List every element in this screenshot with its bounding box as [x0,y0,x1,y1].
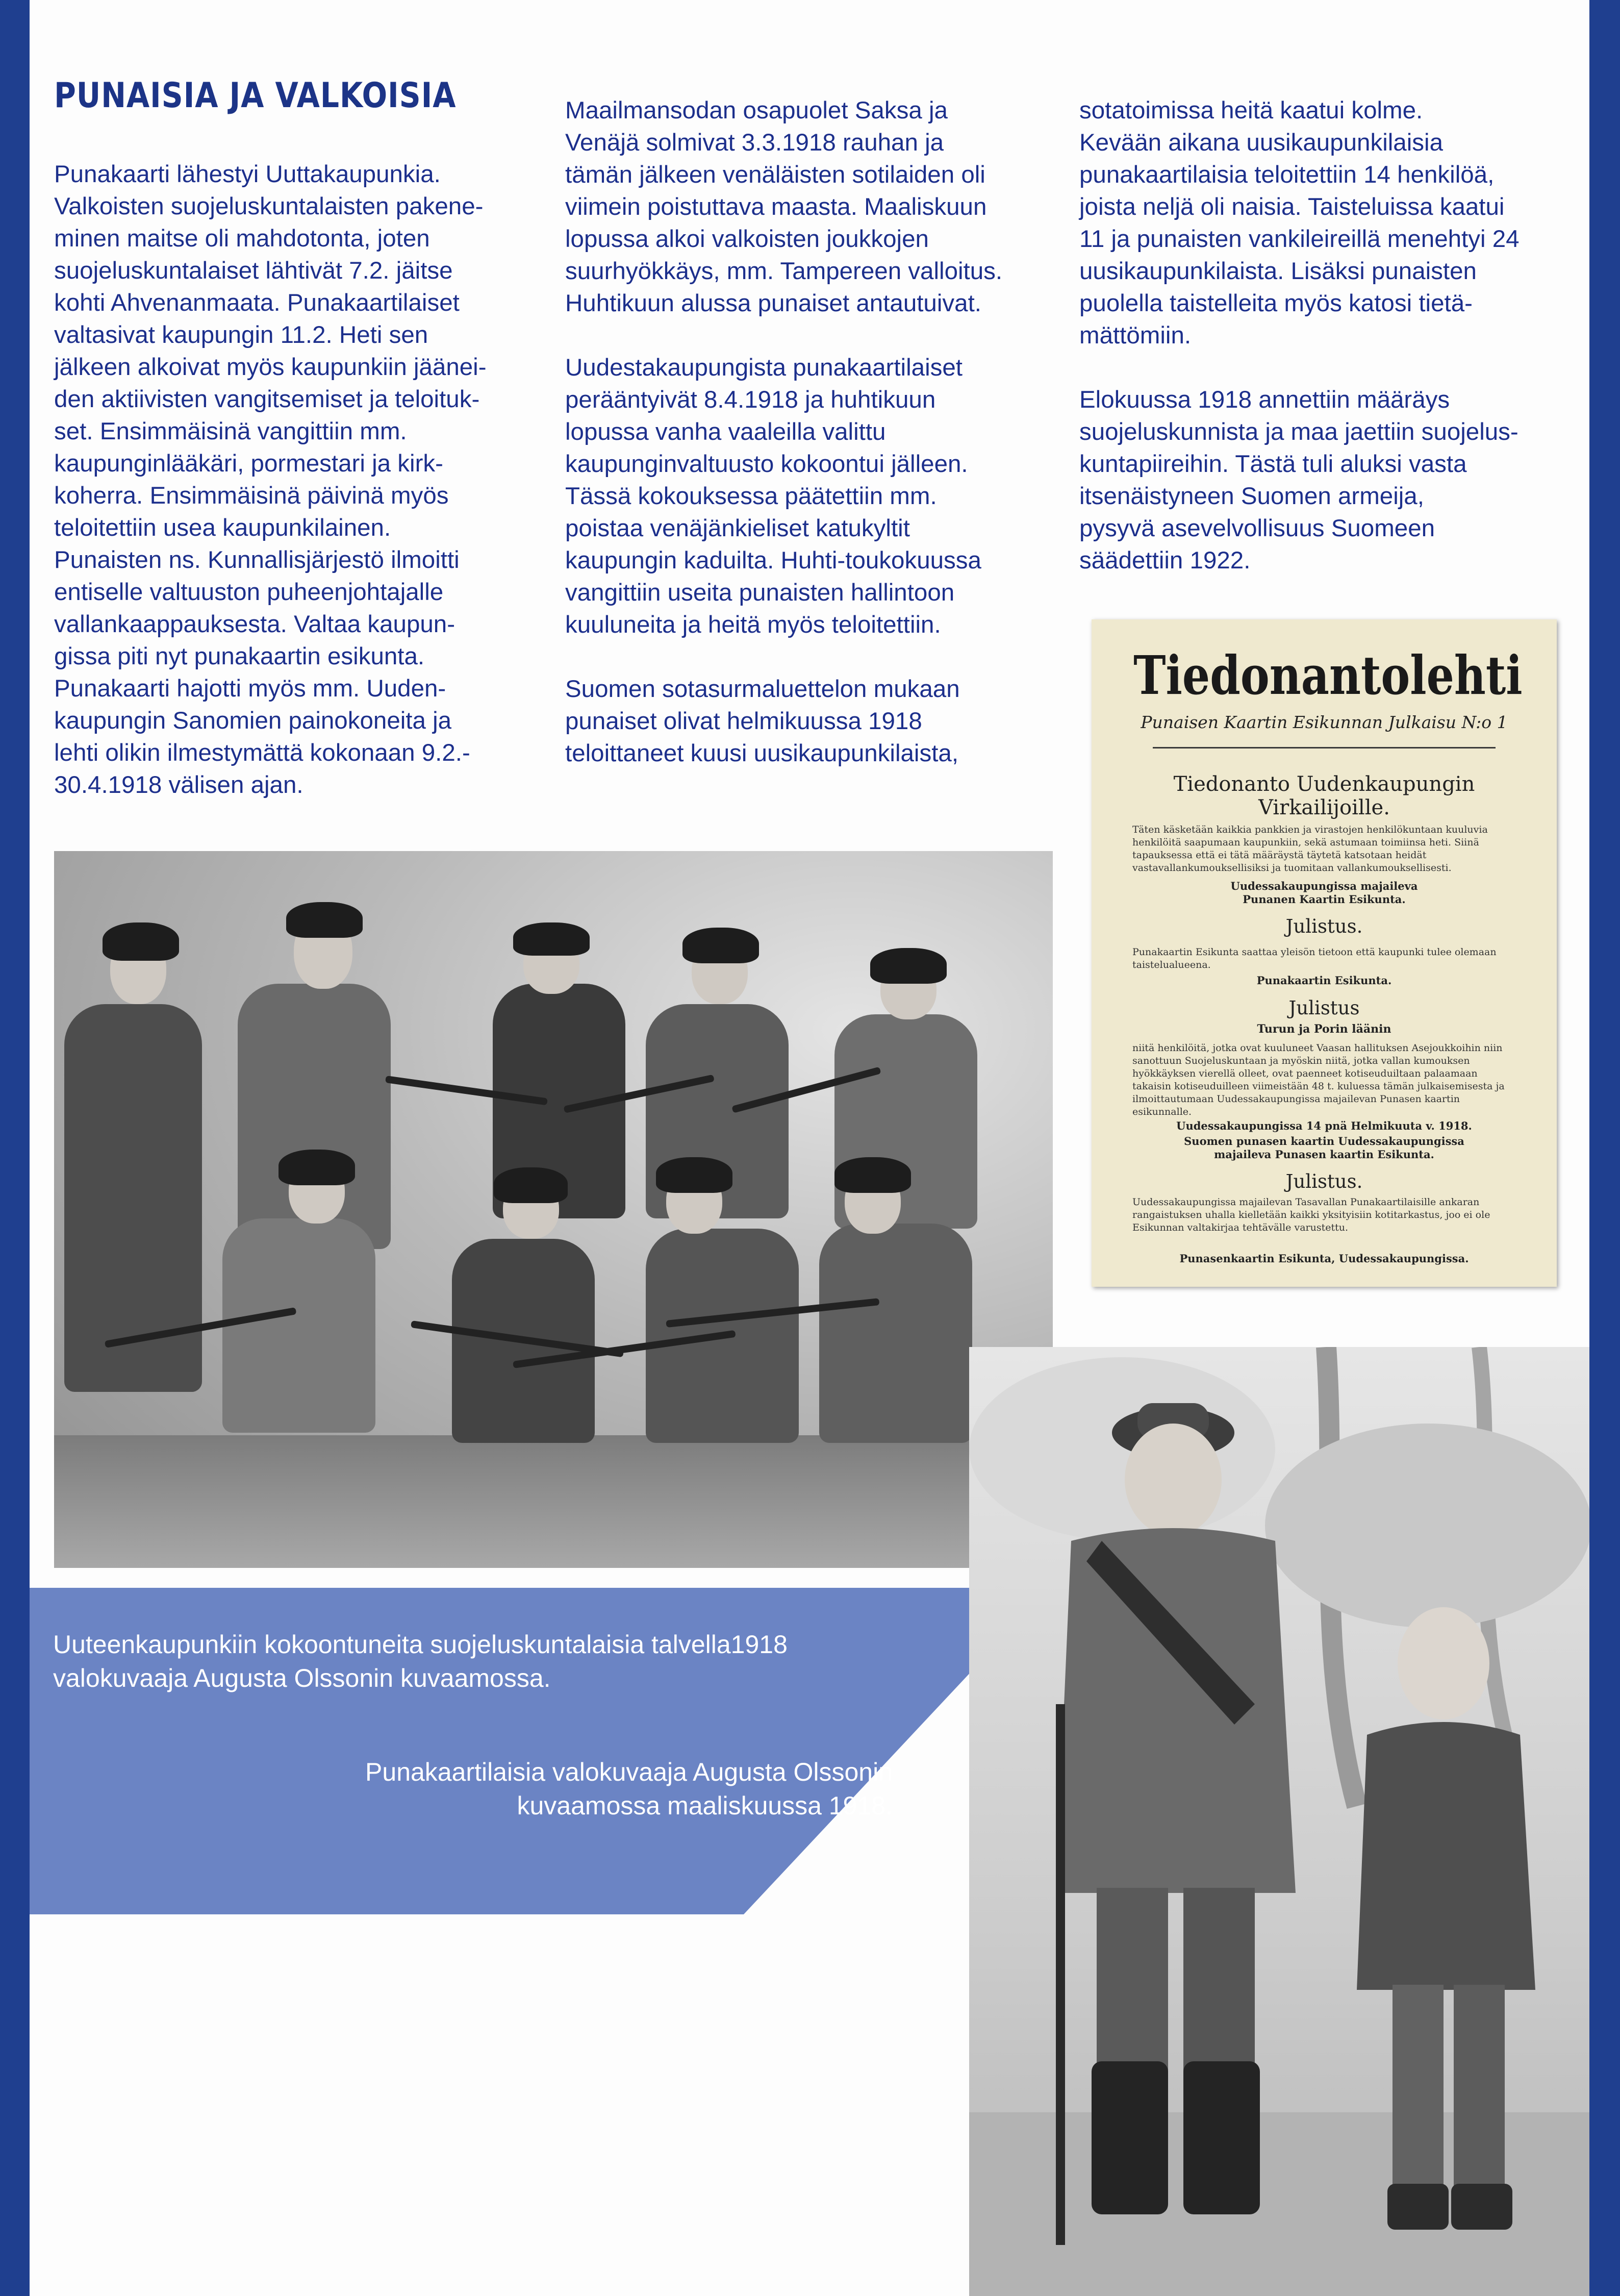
fur-hat [494,1167,568,1203]
notice-subtitle: Punaisen Kaartin Esikunnan Julkaisu N:o 1 [1141,712,1508,732]
notice-title: Tiedonantolehti [1133,644,1523,707]
notice-signature-2: Punakaartin Esikunta. [1256,974,1392,987]
notice-signature-1: Uudessakaupungissa majaileva Punanen Kaartin Esikunta. [1230,880,1418,906]
boot [1092,2061,1168,2214]
fur-hat [279,1150,355,1185]
fur-hat [513,922,590,956]
notice-divider [1153,747,1496,748]
man-coat [1056,1528,1296,1893]
newspaper-notice-image [1092,619,1557,1287]
notice-signature-4: Punasenkaartin Esikunta, Uudessakaupungissa. [1179,1252,1469,1265]
text-column-3: sotatoimissa heitä kaatui kolme. Kevään aikana uusikaupunkilaisia punakaartilaisia teloitettiin 14 henkilöä, joista neljä oli naisia. Taisteluissa kaatui 11 ja punaisten vankileireillä menehtyi 24 uusikaupunkilaista. Lisäksi punaisten puolella taistelleita myös katosi tietä- mättömiin. Elokuussa 1918 annettiin määräys suojeluskunnista ja maa jaettiin suojelus- kuntapiireihin. Tästä tuli aluksi vasta itsenäistyneen Suomen armeija, pysyvä asevelvollisuus Suomeen säädettiin 1922. [1079,97,1520,574]
fur-hat [834,1157,911,1193]
caption-portrait-photo: Punakaartilaisia valokuvaaja Augusta Olssonin kuvaamossa maaliskuussa 1918. [365,1758,893,1820]
notice-signature-3: Suomen punasen kaartin Uudessakaupungissa majaileva Punasen kaartin Esikunta. [1184,1135,1464,1161]
man-head [1125,1424,1222,1536]
notice-julistus-2: Julistus [1288,997,1360,1019]
page-title: PUNAISIA JA VALKOISIA [54,76,457,116]
notice-paragraph-4: Uudessakaupungissa majailevan Tasavallan Punakaartilaisille ankaran rangaistuksen uhalla kielletään kaikki yksityisiin kotitarkastus, joo ei ole Esikunnan valtakirjaa tehtävälle varustettu. [1132,1196,1490,1233]
boy-head [1398,1607,1489,1719]
portrait-photograph [969,1347,1589,2296]
studio-floor [54,1435,1053,1568]
boy-leg [1454,1985,1505,2199]
figure [222,1218,375,1433]
fur-hat [103,922,179,961]
portrait-illustration [969,1347,1589,2296]
notice-paragraph-1: Täten käsketään kaikkia pankkien ja virastojen henkilökuntaan kuuluvia henkilöitä saapumaan kaupunkiin, sekä astumaan toimiinsa heti. Siinä tapauksessa että ei tätä määräystä täytetä katsotaan heidät vastavallankumouksellisiksi ja tuomitaan vallankumouksellisesti. [1132,824,1488,874]
boot [1183,2061,1260,2214]
fur-hat [682,928,759,963]
caption-group-photo: Uuteenkaupunkiin kokoontuneita suojeluskuntalaisia talvella1918 valokuvaaja Augusta Olssonin kuvaamossa. [53,1630,788,1692]
text-column-2: Maailmansodan osapuolet Saksa ja Venäjä solmivat 3.3.1918 rauhan ja tämän jälkeen venäläisten sotilaiden oli viimein poistuttava maasta. Maaliskuun lopussa alkoi valkoisten joukkojen suurhyökkäys, mm. Tampereen valloitus. Huhtikuun alussa punaiset antautuivat. Uudestakaupungista punakaartilaiset perääntyivät 8.4.1918 ja huhtikuun lopussa vanha vaaleilla valittu kaupunginvaltuusto kokoontui jälleen. Tässä kokouksessa päätettiin mm. poistaa venäjänkieliset katukyltit kaupungin kaduilta. Huhti-toukokuussa vangittiin useita punaisten hallintoon kuuluneita ja heitä myös teloitettiin. Suomen sotasurmaluettelon mukaan punaiset olivat helmikuussa 1918 teloittaneet kuusi uusikaupunkilaista, [565,97,1003,767]
fur-hat [286,902,363,938]
left-accent-bar [0,0,30,2296]
boy-shoe [1451,2184,1512,2230]
figure [819,1224,972,1443]
foliage [969,1357,1275,1541]
boy-jacket [1357,1722,1535,1990]
fur-hat [656,1157,732,1193]
fur-hat [870,948,947,984]
group-photograph [54,851,1053,1568]
foliage [1265,1424,1589,1628]
rifle [1056,1704,1065,2245]
notice-heading: Tiedonanto Uudenkaupungin Virkailijoille. [1173,772,1475,819]
boy-shoe [1387,2184,1449,2230]
notice-paragraph-2: Punakaartin Esikunta saattaa yleisön tietoon että kaupunki tulee olemaan taistelualueena. [1132,946,1497,970]
right-accent-bar [1589,0,1620,2296]
boy-leg [1393,1985,1444,2199]
notice-julistus-1: Julistus. [1285,915,1363,937]
notice-julistus-3: Julistus. [1285,1170,1363,1192]
notice-place: Turun ja Porin läänin [1257,1022,1391,1036]
notice-paragraph-3: niitä henkilöitä, jotka ovat kuuluneet Vaasan hallituksen Asejoukkoihin niin sanottuun Suojeluskuntaan ja myöskin niitä, jotka vallan kumouksen hyökkäyksen vierellä olleet, ovat paenneet kotiseuduiltaan palaamaan takaisin kotiseuduilleen viimeistään 48 t. kuluessa tämän julkaisemisesta ja ilmoittautumaan Uudessakaupungissa majailevan Punasen kaartin esikunnalle. [1132,1042,1505,1117]
notice-date: Uudessakaupungissa 14 pnä Helmikuuta v. 1918. [1176,1119,1472,1132]
text-column-1: Punakaarti lähestyi Uuttakaupunkia. Valkoisten suojeluskuntalaisten pakene- minen maitse oli mahdotonta, joten suojeluskuntalaiset lähtivät 7.2. jäitse kohti Ahvenanmaata. Punakaartilaiset valtasivat kaupungin 11.2. Heti sen jälkeen alkoivat myös kaupunkiin jäänei- den aktiivisten vangitsemiset ja teloituk- set. Ensimmäisinä vangittiin mm. kaupunginlääkäri, pormestari ja kirk- koherra. Ensimmäisinä päivinä myös teloitettiin usea kaupunkilainen. Punaisten ns. Kunnallisjärjestö ilmoitti entiselle valtuuston puheenjohtajalle vallankaappauksesta. Valtaa kaupun- gissa piti nyt punakaartin esikunta. Punakaarti hajotti myös mm. Uuden- kaupungin Sanomien painokoneita ja lehti olikin ilmestymättä kokonaan 9.2.- 30.4.1918 välisen ajan. [54,161,487,798]
